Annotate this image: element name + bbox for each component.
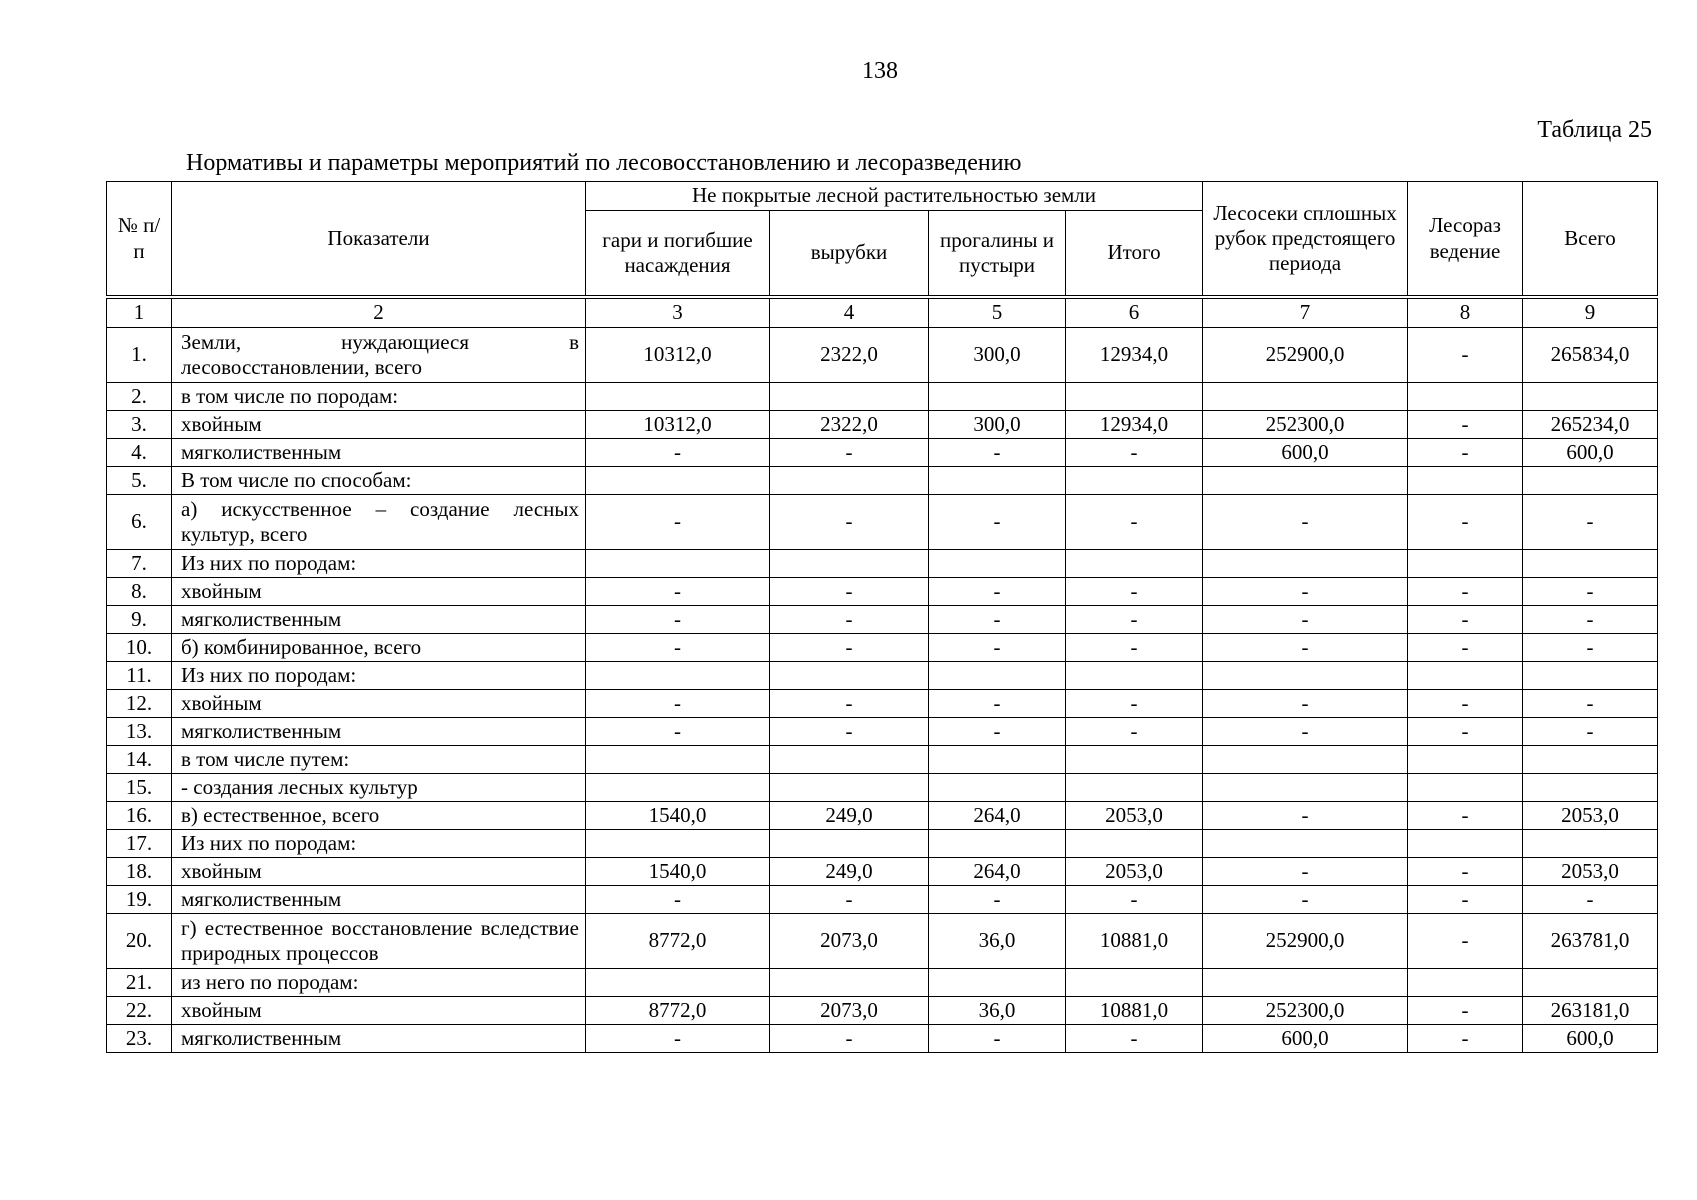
row-number: 21. [107, 969, 172, 997]
cell-value: - [770, 634, 929, 662]
table-row [107, 997, 1658, 1025]
row-number: 22. [107, 997, 172, 1025]
cell-value: - [770, 1025, 929, 1053]
cell-value: - [1408, 914, 1523, 969]
cell-value: - [1408, 886, 1523, 914]
cell-value [1408, 969, 1523, 997]
cell-value: - [1066, 495, 1203, 550]
cell-value: - [1523, 634, 1658, 662]
column-number-row [107, 297, 1658, 328]
cell-value [1203, 550, 1408, 578]
header-row [107, 182, 1658, 211]
row-label: хвойным [172, 578, 586, 606]
cell-value [929, 662, 1066, 690]
cell-value [929, 383, 1066, 411]
cell-value [1203, 662, 1408, 690]
page-number: 138 [862, 58, 898, 84]
cell-value [1203, 774, 1408, 802]
row-number: 23. [107, 1025, 172, 1053]
cell-value: - [1408, 411, 1523, 439]
cell-value: - [1408, 997, 1523, 1025]
cell-value: - [1408, 858, 1523, 886]
cell-value: 8772,0 [586, 914, 770, 969]
header-indicators: Показатели [172, 182, 586, 298]
table-row [107, 495, 1658, 550]
cell-value: - [1066, 578, 1203, 606]
cell-value: - [1066, 606, 1203, 634]
cell-value: 252900,0 [1203, 328, 1408, 383]
cell-value: 2053,0 [1066, 858, 1203, 886]
cell-value [586, 830, 770, 858]
cell-value: - [1408, 606, 1523, 634]
cell-value: - [929, 1025, 1066, 1053]
measures-table [106, 181, 1658, 1053]
cell-value: - [1203, 634, 1408, 662]
cell-value: - [1523, 690, 1658, 718]
row-label: из него по породам: [172, 969, 586, 997]
cell-value [770, 830, 929, 858]
cell-value: - [929, 439, 1066, 467]
cell-value [1408, 467, 1523, 495]
cell-value: - [586, 578, 770, 606]
cell-value: - [1523, 606, 1658, 634]
cell-value: 10312,0 [586, 411, 770, 439]
cell-value [1408, 550, 1523, 578]
cell-value [586, 550, 770, 578]
row-label: а) искусственное – создание лесных культур, всего [172, 495, 586, 550]
cell-value: 10881,0 [1066, 914, 1203, 969]
cell-value: - [1203, 802, 1408, 830]
cell-value: 36,0 [929, 914, 1066, 969]
row-number: 13. [107, 718, 172, 746]
cell-value: 600,0 [1523, 1025, 1658, 1053]
table-row [107, 774, 1658, 802]
cell-value: 252300,0 [1203, 997, 1408, 1025]
table-label: Таблица 25 [1537, 117, 1652, 143]
cell-value: - [1408, 690, 1523, 718]
column-number: 6 [1066, 297, 1203, 328]
cell-value: 252300,0 [1203, 411, 1408, 439]
row-number: 3. [107, 411, 172, 439]
row-label: хвойным [172, 997, 586, 1025]
row-number: 15. [107, 774, 172, 802]
cell-value: - [1066, 886, 1203, 914]
cell-value: - [929, 718, 1066, 746]
cell-value [770, 550, 929, 578]
table-row [107, 746, 1658, 774]
cell-value [1523, 969, 1658, 997]
cell-value [1203, 383, 1408, 411]
cell-value [770, 969, 929, 997]
cell-value: 263181,0 [1523, 997, 1658, 1025]
column-number: 2 [172, 297, 586, 328]
row-number: 11. [107, 662, 172, 690]
header-glades: прогалины и пустыри [929, 211, 1066, 298]
cell-value: - [1408, 1025, 1523, 1053]
header-subtotal: Итого [1066, 211, 1203, 298]
cell-value [1066, 774, 1203, 802]
cell-value: - [1066, 439, 1203, 467]
cell-value: 265834,0 [1523, 328, 1658, 383]
table-row [107, 467, 1658, 495]
cell-value [586, 383, 770, 411]
cell-value [929, 746, 1066, 774]
row-number: 14. [107, 746, 172, 774]
row-label: В том числе по способам: [172, 467, 586, 495]
cell-value: 252900,0 [1203, 914, 1408, 969]
row-label: - создания лесных культур [172, 774, 586, 802]
cell-value [1523, 830, 1658, 858]
cell-value [1203, 467, 1408, 495]
cell-value [1066, 969, 1203, 997]
cell-value: - [929, 634, 1066, 662]
cell-value: - [770, 578, 929, 606]
cell-value: - [1408, 495, 1523, 550]
column-number: 1 [107, 297, 172, 328]
cell-value [770, 774, 929, 802]
cell-value: 263781,0 [1523, 914, 1658, 969]
cell-value: 2053,0 [1523, 802, 1658, 830]
table-row [107, 802, 1658, 830]
cell-value [1066, 383, 1203, 411]
cell-value [1408, 662, 1523, 690]
row-label: мягколиственным [172, 439, 586, 467]
cell-value [1408, 746, 1523, 774]
cell-value: - [1523, 578, 1658, 606]
cell-value: 264,0 [929, 858, 1066, 886]
cell-value: - [1523, 886, 1658, 914]
cell-value: - [586, 606, 770, 634]
cell-value [770, 467, 929, 495]
cell-value: - [586, 439, 770, 467]
cell-value [1066, 746, 1203, 774]
table-row [107, 662, 1658, 690]
cell-value: 1540,0 [586, 858, 770, 886]
row-number: 17. [107, 830, 172, 858]
cell-value: - [1203, 718, 1408, 746]
cell-value: - [586, 495, 770, 550]
cell-value: - [1408, 578, 1523, 606]
cell-value: 2053,0 [1523, 858, 1658, 886]
cell-value: - [770, 718, 929, 746]
cell-value [1066, 830, 1203, 858]
cell-value [1408, 830, 1523, 858]
cell-value: - [929, 578, 1066, 606]
cell-value [1523, 467, 1658, 495]
cell-value [929, 774, 1066, 802]
column-number: 5 [929, 297, 1066, 328]
cell-value [1523, 746, 1658, 774]
row-number: 5. [107, 467, 172, 495]
cell-value [586, 746, 770, 774]
cell-value: 2073,0 [770, 914, 929, 969]
table-row [107, 411, 1658, 439]
row-label: мягколиственным [172, 606, 586, 634]
cell-value [929, 830, 1066, 858]
column-number: 8 [1408, 297, 1523, 328]
cell-value: 2053,0 [1066, 802, 1203, 830]
row-label: мягколиственным [172, 718, 586, 746]
cell-value: - [770, 690, 929, 718]
row-label: в) естественное, всего [172, 802, 586, 830]
header-num: № п/п [107, 182, 172, 298]
table-row [107, 328, 1658, 383]
row-label: г) естественное восстановление вследствие природных процессов [172, 914, 586, 969]
cell-value: 12934,0 [1066, 411, 1203, 439]
row-label: хвойным [172, 411, 586, 439]
table-row [107, 718, 1658, 746]
cell-value: 2073,0 [770, 997, 929, 1025]
cell-value [1066, 467, 1203, 495]
row-number: 7. [107, 550, 172, 578]
cell-value: - [929, 886, 1066, 914]
cell-value: - [586, 718, 770, 746]
row-label: мягколиственным [172, 1025, 586, 1053]
cell-value: - [770, 495, 929, 550]
cell-value: - [586, 634, 770, 662]
row-number: 4. [107, 439, 172, 467]
cell-value [1203, 830, 1408, 858]
cell-value: - [1203, 690, 1408, 718]
cell-value: 10312,0 [586, 328, 770, 383]
cell-value [586, 969, 770, 997]
row-label: в том числе по породам: [172, 383, 586, 411]
cell-value: - [1066, 690, 1203, 718]
header-total: Всего [1523, 182, 1658, 298]
cell-value [1523, 774, 1658, 802]
cell-value: - [1203, 578, 1408, 606]
row-number: 18. [107, 858, 172, 886]
cell-value: 12934,0 [1066, 328, 1203, 383]
cell-value [1066, 662, 1203, 690]
header-clearings: вырубки [770, 211, 929, 298]
cell-value [1408, 383, 1523, 411]
row-number: 8. [107, 578, 172, 606]
cell-value [929, 550, 1066, 578]
row-number: 6. [107, 495, 172, 550]
cell-value [1203, 746, 1408, 774]
cell-value: - [1066, 1025, 1203, 1053]
cell-value: 36,0 [929, 997, 1066, 1025]
cell-value: - [1408, 718, 1523, 746]
cell-value [1066, 550, 1203, 578]
cell-value: 264,0 [929, 802, 1066, 830]
cell-value [586, 662, 770, 690]
cell-value: 10881,0 [1066, 997, 1203, 1025]
cell-value: - [1203, 886, 1408, 914]
table-row [107, 634, 1658, 662]
cell-value: - [586, 690, 770, 718]
cell-value: 300,0 [929, 328, 1066, 383]
cell-value: - [1203, 495, 1408, 550]
table-row [107, 858, 1658, 886]
cell-value: 249,0 [770, 802, 929, 830]
table-row [107, 1025, 1658, 1053]
row-label: Земли, нуждающиеся в лесовосстановлении, всего [172, 328, 586, 383]
cell-value: - [1203, 606, 1408, 634]
cell-value: 249,0 [770, 858, 929, 886]
cell-value: - [1066, 718, 1203, 746]
cell-value [586, 467, 770, 495]
row-label: хвойным [172, 690, 586, 718]
cell-value: - [929, 606, 1066, 634]
cell-value [1523, 550, 1658, 578]
cell-value: - [586, 1025, 770, 1053]
cell-value: 300,0 [929, 411, 1066, 439]
row-label: Из них по породам: [172, 662, 586, 690]
cell-value [770, 746, 929, 774]
column-number: 4 [770, 297, 929, 328]
cell-value: - [929, 495, 1066, 550]
header-afforestation: Лесораз ведение [1408, 182, 1523, 298]
row-label: мягколиственным [172, 886, 586, 914]
cell-value: - [770, 886, 929, 914]
column-number: 7 [1203, 297, 1408, 328]
cell-value [1203, 969, 1408, 997]
column-number: 3 [586, 297, 770, 328]
table-row [107, 886, 1658, 914]
row-number: 20. [107, 914, 172, 969]
header-cutting-areas: Лесосеки сплошных рубок предстоящего периода [1203, 182, 1408, 298]
cell-value: - [1408, 328, 1523, 383]
cell-value: 600,0 [1523, 439, 1658, 467]
cell-value: 8772,0 [586, 997, 770, 1025]
cell-value: - [929, 690, 1066, 718]
header-group-unforested: Не покрытые лесной растительностью земли [586, 182, 1203, 211]
cell-value: 1540,0 [586, 802, 770, 830]
row-label: Из них по породам: [172, 550, 586, 578]
table-row [107, 578, 1658, 606]
cell-value: 600,0 [1203, 1025, 1408, 1053]
table-row [107, 830, 1658, 858]
cell-value: - [1523, 718, 1658, 746]
row-label: Из них по породам: [172, 830, 586, 858]
cell-value [770, 383, 929, 411]
row-number: 16. [107, 802, 172, 830]
row-number: 19. [107, 886, 172, 914]
table-row [107, 969, 1658, 997]
row-number: 1. [107, 328, 172, 383]
row-number: 10. [107, 634, 172, 662]
cell-value [1523, 662, 1658, 690]
table-body [107, 297, 1658, 1053]
table-row [107, 383, 1658, 411]
table-row [107, 914, 1658, 969]
cell-value [929, 969, 1066, 997]
cell-value: - [1523, 495, 1658, 550]
column-number: 9 [1523, 297, 1658, 328]
row-label: б) комбинированное, всего [172, 634, 586, 662]
table-title: Нормативы и параметры мероприятий по лесовосстановлению и лесоразведению [186, 150, 1022, 176]
cell-value: - [1066, 634, 1203, 662]
cell-value: 265234,0 [1523, 411, 1658, 439]
cell-value: 600,0 [1203, 439, 1408, 467]
row-number: 2. [107, 383, 172, 411]
row-number: 12. [107, 690, 172, 718]
table-row [107, 606, 1658, 634]
cell-value [1408, 774, 1523, 802]
row-label: в том числе путем: [172, 746, 586, 774]
cell-value: - [770, 606, 929, 634]
cell-value: - [1408, 802, 1523, 830]
cell-value: - [1408, 634, 1523, 662]
cell-value: - [586, 886, 770, 914]
header-burnt: гари и погибшие насаждения [586, 211, 770, 298]
table-row [107, 550, 1658, 578]
table-row [107, 439, 1658, 467]
cell-value: 2322,0 [770, 328, 929, 383]
row-number: 9. [107, 606, 172, 634]
cell-value [586, 774, 770, 802]
cell-value: - [770, 439, 929, 467]
cell-value: - [1203, 858, 1408, 886]
cell-value [770, 662, 929, 690]
cell-value: - [1408, 439, 1523, 467]
row-label: хвойным [172, 858, 586, 886]
cell-value [929, 467, 1066, 495]
table-row [107, 690, 1658, 718]
cell-value [1523, 383, 1658, 411]
cell-value: 2322,0 [770, 411, 929, 439]
